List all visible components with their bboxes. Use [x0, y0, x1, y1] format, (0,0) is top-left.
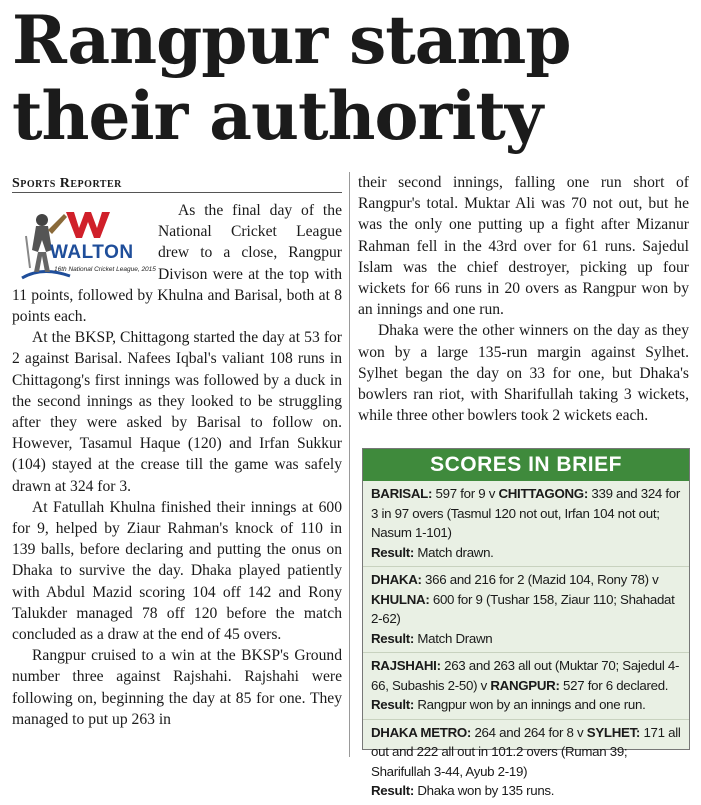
result-label: Result: [371, 697, 414, 712]
score-entry [363, 720, 689, 805]
walton-w-icon [64, 210, 112, 240]
result-label: Result: [371, 630, 414, 646]
score-text: 339 and 324 for 3 in 97 overs (Tasmul 120 not out, Irfan 104 not out; Nasum 1-101) [371, 486, 681, 540]
result-label: Result: [371, 544, 414, 560]
score-text: 366 and 216 for 2 (Mazid 104, Rony 78) v [421, 572, 659, 587]
team-name: RAJSHAHI: [371, 658, 441, 673]
article-left-column [12, 200, 342, 730]
logo-tagline: 16th National Cricket League, 2015 [54, 266, 156, 273]
result-text: Dhaka won by 135 runs. [413, 783, 555, 798]
score-entry [363, 567, 689, 653]
score-text: 597 for 9 v [432, 486, 499, 501]
team-name: CHITTAGONG: [498, 486, 588, 501]
scores-title: SCORES IN BRIEF [363, 449, 689, 481]
logo-brand: WALTON [50, 242, 134, 263]
headline-line-2: their authority [12, 77, 543, 155]
result-text: Match Drawn [413, 630, 493, 646]
score-text: 264 and 264 for 8 v [471, 724, 587, 740]
result-label: Result: [371, 783, 414, 798]
team-name: KHULNA: [371, 591, 430, 607]
column-divider [349, 172, 350, 757]
result-text: Rangpur won by an innings and one run. [413, 697, 646, 712]
left-paragraph-1: As the final day of the National Cricket League drew to a close, Rangpur Divison were at the top with 11 points, followed by Khulna and Barisal, both at 8 points each. [12, 202, 342, 326]
score-text: 600 for 9 (Tushar 158, Ziaur 110; Shahadat 2-62) [371, 591, 675, 626]
left-paragraph-2: At the BKSP, Chittagong started the day at 53 for 2 against Barisal. Nafees Iqbal's valiant 108 runs in Chittagong's first innings was followed by a duck in the second innings as they looked to be struggling after they were asked by Barisal to follow on. However, Tasamul Haque (120) and Irfan Sukkur (104) stayed at the crease till the game was safely drawn at 324 for 3. [12, 329, 342, 495]
score-text: 263 and 263 all out (Muktar 70; Sajedul 4-66, Subashis 2-50) v [371, 658, 680, 693]
left-paragraph-3: At Fatullah Khulna finished their innings at 600 for 9, helped by Ziaur Rahman's knock of 110 in 139 balls, before declaring and putting the onus on Dhaka to survive the day. Dhaka played patiently with Abdul Mazid scoring 104 off 142 and Rony Talukder managed 78 off 120 before the match concluded as a draw at the end of 45 overs. [12, 498, 342, 644]
team-name: DHAKA: [371, 572, 422, 587]
headline [12, 2, 692, 154]
team-name: SYLHET: [586, 724, 641, 740]
byline-rule [12, 192, 342, 193]
walton-ncl-logo [12, 206, 156, 280]
byline: Sports Reporter [12, 176, 122, 191]
score-text: 171 all out and 222 all out in 101.2 overs (Ruman 39; Sharifullah 3-44, Ayub 2-19) [371, 724, 681, 779]
article-right-column [358, 172, 689, 426]
score-text: 527 for 6 declared. [559, 677, 669, 693]
left-paragraph-4: Rangpur cruised to a win at the BKSP's Ground number three against Rajshahi. Rajshahi were following on, beginning the day at 85 for one. They managed to put up 263 in [12, 647, 342, 728]
result-text: Match drawn. [413, 544, 494, 560]
team-name: BARISAL: [371, 486, 433, 501]
right-paragraph-1: their second innings, falling one run short of Rangpur's total. Muktar Ali was 70 not out, but he was the only one putting up a fight after Mizanur Rahman fell in the 43rd over for 61 runs. Sajedul Islam was the chief destroyer, picking up four wickets for 66 runs in 20 overs as Rangpur won by an innings and one run. [358, 174, 689, 319]
team-name: RANGPUR: [490, 677, 560, 693]
headline-line-1: Rangpur stamp [12, 1, 571, 79]
score-entry [363, 653, 689, 720]
team-name: DHAKA METRO: [371, 724, 472, 740]
score-entry [363, 481, 689, 567]
right-paragraph-2: Dhaka were the other winners on the day as they won by a large 135-run margin against Sylhet. Sylhet began the day on 33 for one, but Dhaka's bowlers ran riot, with Sharifullah taking 3 wickets, while three other bowlers took 2 wickets each. [358, 322, 689, 425]
scores-in-brief-box [362, 448, 690, 798]
